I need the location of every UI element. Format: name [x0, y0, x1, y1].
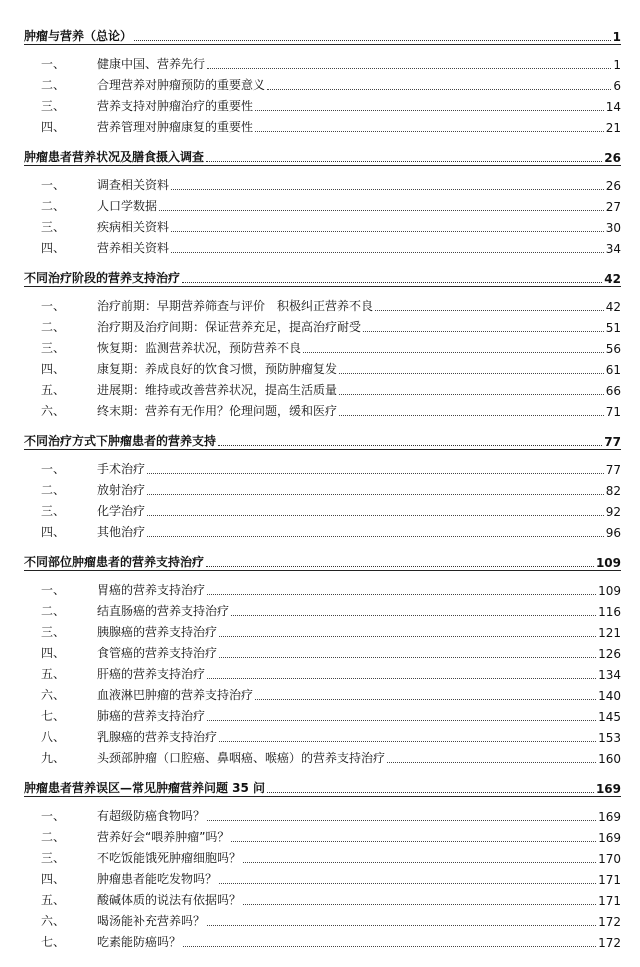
entry-title: 营养相关资料 — [97, 241, 170, 255]
dot-leader — [267, 792, 594, 793]
entry-title: 治疗期及治疗间期：保证营养充足，提高治疗耐受 — [97, 320, 362, 334]
entry-number: 五、 — [41, 893, 66, 907]
entry-number: 四、 — [41, 646, 66, 660]
dot-leader — [171, 252, 604, 253]
entry-number: 三、 — [41, 625, 66, 639]
toc-entry[interactable] — [24, 314, 621, 335]
section-title: 肿瘤与营养（总论） — [24, 29, 133, 43]
entry-number: 九、 — [41, 751, 66, 765]
entry-title: 康复期：养成良好的饮食习惯，预防肿瘤复发 — [97, 362, 338, 376]
entry-title: 进展期：维持或改善营养状况，提高生活质量 — [97, 383, 338, 397]
toc-entry[interactable] — [24, 214, 621, 235]
entry-number: 五、 — [41, 383, 66, 397]
entry-page-number: 116 — [598, 605, 621, 619]
entry-page-number: 145 — [598, 710, 621, 724]
entry-page-number: 126 — [598, 647, 621, 661]
toc-entry[interactable] — [24, 519, 621, 540]
toc-entry[interactable] — [24, 703, 621, 724]
entry-number: 二、 — [41, 830, 66, 844]
entry-page-number: 26 — [605, 179, 621, 193]
dot-leader — [243, 904, 596, 905]
toc-entry[interactable] — [24, 235, 621, 256]
entry-page-number: 121 — [598, 626, 621, 640]
dot-leader — [134, 40, 611, 41]
entry-title: 调查相关资料 — [97, 178, 170, 192]
entry-page-number: 160 — [598, 752, 621, 766]
dot-leader — [255, 699, 596, 700]
entry-title: 健康中国、营养先行 — [97, 57, 206, 71]
toc-section — [24, 774, 621, 950]
entry-number: 四、 — [41, 872, 66, 886]
dot-leader — [147, 494, 604, 495]
entry-title: 喝汤能补充营养吗？ — [97, 914, 206, 928]
section-heading[interactable] — [24, 427, 621, 449]
dot-leader — [207, 594, 596, 595]
dot-leader — [231, 615, 596, 616]
toc-entry[interactable] — [24, 293, 621, 314]
entry-title: 乳腺癌的营养支持治疗 — [97, 730, 218, 744]
entry-number: 三、 — [41, 220, 66, 234]
entry-number: 一、 — [41, 299, 66, 313]
dot-leader — [147, 515, 604, 516]
section-divider — [24, 570, 621, 571]
entry-title: 不吃饭能饿死肿瘤细胞吗？ — [97, 851, 242, 865]
dot-leader — [183, 946, 596, 947]
entry-page-number: 153 — [598, 731, 621, 745]
entry-page-number: 56 — [605, 342, 621, 356]
dot-leader — [303, 352, 604, 353]
entry-title: 手术治疗 — [97, 462, 146, 476]
dot-leader — [387, 762, 596, 763]
entry-page-number: 1 — [613, 58, 621, 72]
toc-entry[interactable] — [24, 51, 621, 72]
entry-page-number: 61 — [605, 363, 621, 377]
dot-leader — [339, 415, 604, 416]
dot-leader — [219, 657, 596, 658]
entry-page-number: 109 — [598, 584, 621, 598]
entry-title: 营养支持对肿瘤治疗的重要性 — [97, 99, 254, 113]
entry-title: 有超级防癌食物吗？ — [97, 809, 206, 823]
dot-leader — [219, 741, 596, 742]
section-divider — [24, 44, 621, 45]
entry-number: 一、 — [41, 178, 66, 192]
entry-number: 一、 — [41, 809, 66, 823]
dot-leader — [375, 310, 604, 311]
entry-page-number: 14 — [605, 100, 621, 114]
entry-title: 胃癌的营养支持治疗 — [97, 583, 206, 597]
section-divider — [24, 796, 621, 797]
toc-entry[interactable] — [24, 577, 621, 598]
entry-title: 人口学数据 — [97, 199, 158, 213]
section-page-number: 26 — [604, 151, 621, 165]
entry-page-number: 34 — [605, 242, 621, 256]
entry-title: 化学治疗 — [97, 504, 146, 518]
entry-title: 治疗前期：早期营养筛查与评价 积极纠正营养不良 — [97, 299, 374, 313]
dot-leader — [171, 189, 604, 190]
toc-entry[interactable] — [24, 803, 621, 824]
entry-number: 四、 — [41, 525, 66, 539]
toc-entry[interactable] — [24, 640, 621, 661]
entry-number: 一、 — [41, 57, 66, 71]
entry-number: 四、 — [41, 362, 66, 376]
section-title: 不同部位肿瘤患者的营养支持治疗 — [24, 555, 205, 569]
toc-entry[interactable] — [24, 114, 621, 135]
entry-number: 二、 — [41, 483, 66, 497]
entry-page-number: 134 — [598, 668, 621, 682]
section-title: 肿瘤患者营养状况及膳食摄入调查 — [24, 150, 205, 164]
entry-page-number: 96 — [605, 526, 621, 540]
entry-title: 酸碱体质的说法有依据吗？ — [97, 893, 242, 907]
toc-entry[interactable] — [24, 93, 621, 114]
entry-page-number: 21 — [605, 121, 621, 135]
entry-page-number: 169 — [598, 810, 621, 824]
entry-title: 疾病相关资料 — [97, 220, 170, 234]
entry-title: 头颈部肿瘤（口腔癌、鼻咽癌、喉癌）的营养支持治疗 — [97, 751, 386, 765]
section-page-number: 169 — [595, 782, 621, 796]
entry-page-number: 42 — [605, 300, 621, 314]
toc-entry[interactable] — [24, 377, 621, 398]
entry-number: 四、 — [41, 241, 66, 255]
dot-leader — [219, 636, 596, 637]
entry-number: 三、 — [41, 504, 66, 518]
toc-entry[interactable] — [24, 887, 621, 908]
dot-leader — [267, 89, 611, 90]
toc-section — [24, 143, 621, 256]
entry-number: 七、 — [41, 709, 66, 723]
entry-page-number: 30 — [605, 221, 621, 235]
toc-entry[interactable] — [24, 598, 621, 619]
entry-number: 二、 — [41, 78, 66, 92]
entry-number: 二、 — [41, 604, 66, 618]
entry-page-number: 6 — [613, 79, 621, 93]
toc-entry[interactable] — [24, 682, 621, 703]
toc-entry[interactable] — [24, 193, 621, 214]
entry-page-number: 92 — [605, 505, 621, 519]
toc-entry[interactable] — [24, 456, 621, 477]
toc-entry[interactable] — [24, 929, 621, 950]
dot-leader — [255, 110, 604, 111]
entry-title: 结直肠癌的营养支持治疗 — [97, 604, 230, 618]
section-divider — [24, 286, 621, 287]
dot-leader — [339, 373, 604, 374]
entry-title: 合理营养对肿瘤预防的重要意义 — [97, 78, 266, 92]
entry-page-number: 27 — [605, 200, 621, 214]
entry-number: 一、 — [41, 462, 66, 476]
toc-entry[interactable] — [24, 356, 621, 377]
entry-number: 五、 — [41, 667, 66, 681]
dot-leader — [207, 68, 611, 69]
entry-title: 食管癌的营养支持治疗 — [97, 646, 218, 660]
entry-number: 一、 — [41, 583, 66, 597]
section-title: 不同治疗阶段的营养支持治疗 — [24, 271, 181, 285]
section-page-number: 42 — [604, 272, 621, 286]
entry-title: 放射治疗 — [97, 483, 146, 497]
entry-title: 肝癌的营养支持治疗 — [97, 667, 206, 681]
toc-section — [24, 427, 621, 540]
entry-number: 六、 — [41, 404, 66, 418]
entry-number: 六、 — [41, 688, 66, 702]
dot-leader — [171, 231, 604, 232]
entry-number: 六、 — [41, 914, 66, 928]
entry-page-number: 51 — [605, 321, 621, 335]
entry-page-number: 71 — [605, 405, 621, 419]
dot-leader — [206, 161, 602, 162]
toc-entry[interactable] — [24, 477, 621, 498]
toc-entry[interactable] — [24, 724, 621, 745]
entry-number: 四、 — [41, 120, 66, 134]
toc-entry[interactable] — [24, 745, 621, 766]
entry-title: 胰腺癌的营养支持治疗 — [97, 625, 218, 639]
entry-page-number: 169 — [598, 831, 621, 845]
entry-number: 八、 — [41, 730, 66, 744]
section-title: 肿瘤患者营养误区—常见肿瘤营养问题 35 问 — [24, 781, 266, 795]
entry-page-number: 77 — [605, 463, 621, 477]
entry-title: 肺癌的营养支持治疗 — [97, 709, 206, 723]
section-page-number: 109 — [595, 556, 621, 570]
toc-entry[interactable] — [24, 335, 621, 356]
entry-title: 吃素能防癌吗？ — [97, 935, 182, 949]
toc-entry[interactable] — [24, 908, 621, 929]
dot-leader — [219, 883, 596, 884]
entry-number: 二、 — [41, 199, 66, 213]
section-divider — [24, 449, 621, 450]
entry-number: 三、 — [41, 99, 66, 113]
toc-entry[interactable] — [24, 824, 621, 845]
section-title: 不同治疗方式下肿瘤患者的营养支持 — [24, 434, 217, 448]
dot-leader — [231, 841, 596, 842]
entry-page-number: 172 — [598, 936, 621, 950]
dot-leader — [182, 282, 602, 283]
entry-number: 七、 — [41, 935, 66, 949]
dot-leader — [255, 131, 604, 132]
section-heading[interactable] — [24, 143, 621, 165]
entry-title: 营养管理对肿瘤康复的重要性 — [97, 120, 254, 134]
section-heading[interactable] — [24, 22, 621, 44]
dot-leader — [147, 536, 604, 537]
entry-page-number: 66 — [605, 384, 621, 398]
entry-page-number: 171 — [598, 894, 621, 908]
toc-entry[interactable] — [24, 661, 621, 682]
toc-entry[interactable] — [24, 172, 621, 193]
entry-page-number: 172 — [598, 915, 621, 929]
dot-leader — [147, 473, 604, 474]
dot-leader — [339, 394, 604, 395]
dot-leader — [207, 925, 596, 926]
toc-entry[interactable] — [24, 619, 621, 640]
toc-entry[interactable] — [24, 398, 621, 419]
dot-leader — [159, 210, 604, 211]
entry-page-number: 171 — [598, 873, 621, 887]
dot-leader — [207, 678, 596, 679]
section-page-number: 1 — [612, 30, 621, 44]
entry-title: 肿瘤患者能吃发物吗？ — [97, 872, 218, 886]
entry-title: 血液淋巴肿瘤的营养支持治疗 — [97, 688, 254, 702]
dot-leader — [207, 820, 596, 821]
dot-leader — [243, 862, 596, 863]
toc-section — [24, 264, 621, 419]
toc-section — [24, 548, 621, 766]
entry-page-number: 140 — [598, 689, 621, 703]
section-page-number: 77 — [604, 435, 621, 449]
toc-entry[interactable] — [24, 498, 621, 519]
toc-entry[interactable] — [24, 845, 621, 866]
table-of-contents — [24, 22, 621, 958]
entry-number: 三、 — [41, 341, 66, 355]
entry-number: 二、 — [41, 320, 66, 334]
dot-leader — [363, 331, 604, 332]
section-heading[interactable] — [24, 774, 621, 796]
entry-title: 恢复期：监测营养状况，预防营养不良 — [97, 341, 302, 355]
dot-leader — [206, 566, 594, 567]
toc-section — [24, 22, 621, 135]
dot-leader — [218, 445, 602, 446]
entry-title: 营养好会“喂养肿瘤”吗？ — [97, 830, 230, 844]
toc-entry[interactable] — [24, 72, 621, 93]
entry-title: 其他治疗 — [97, 525, 146, 539]
entry-title: 终末期：营养有无作用？伦理问题，缓和医疗 — [97, 404, 338, 418]
section-heading[interactable] — [24, 548, 621, 570]
toc-entry[interactable] — [24, 866, 621, 887]
entry-number: 三、 — [41, 851, 66, 865]
entry-page-number: 170 — [598, 852, 621, 866]
entry-page-number: 82 — [605, 484, 621, 498]
section-divider — [24, 165, 621, 166]
dot-leader — [207, 720, 596, 721]
section-heading[interactable] — [24, 264, 621, 286]
